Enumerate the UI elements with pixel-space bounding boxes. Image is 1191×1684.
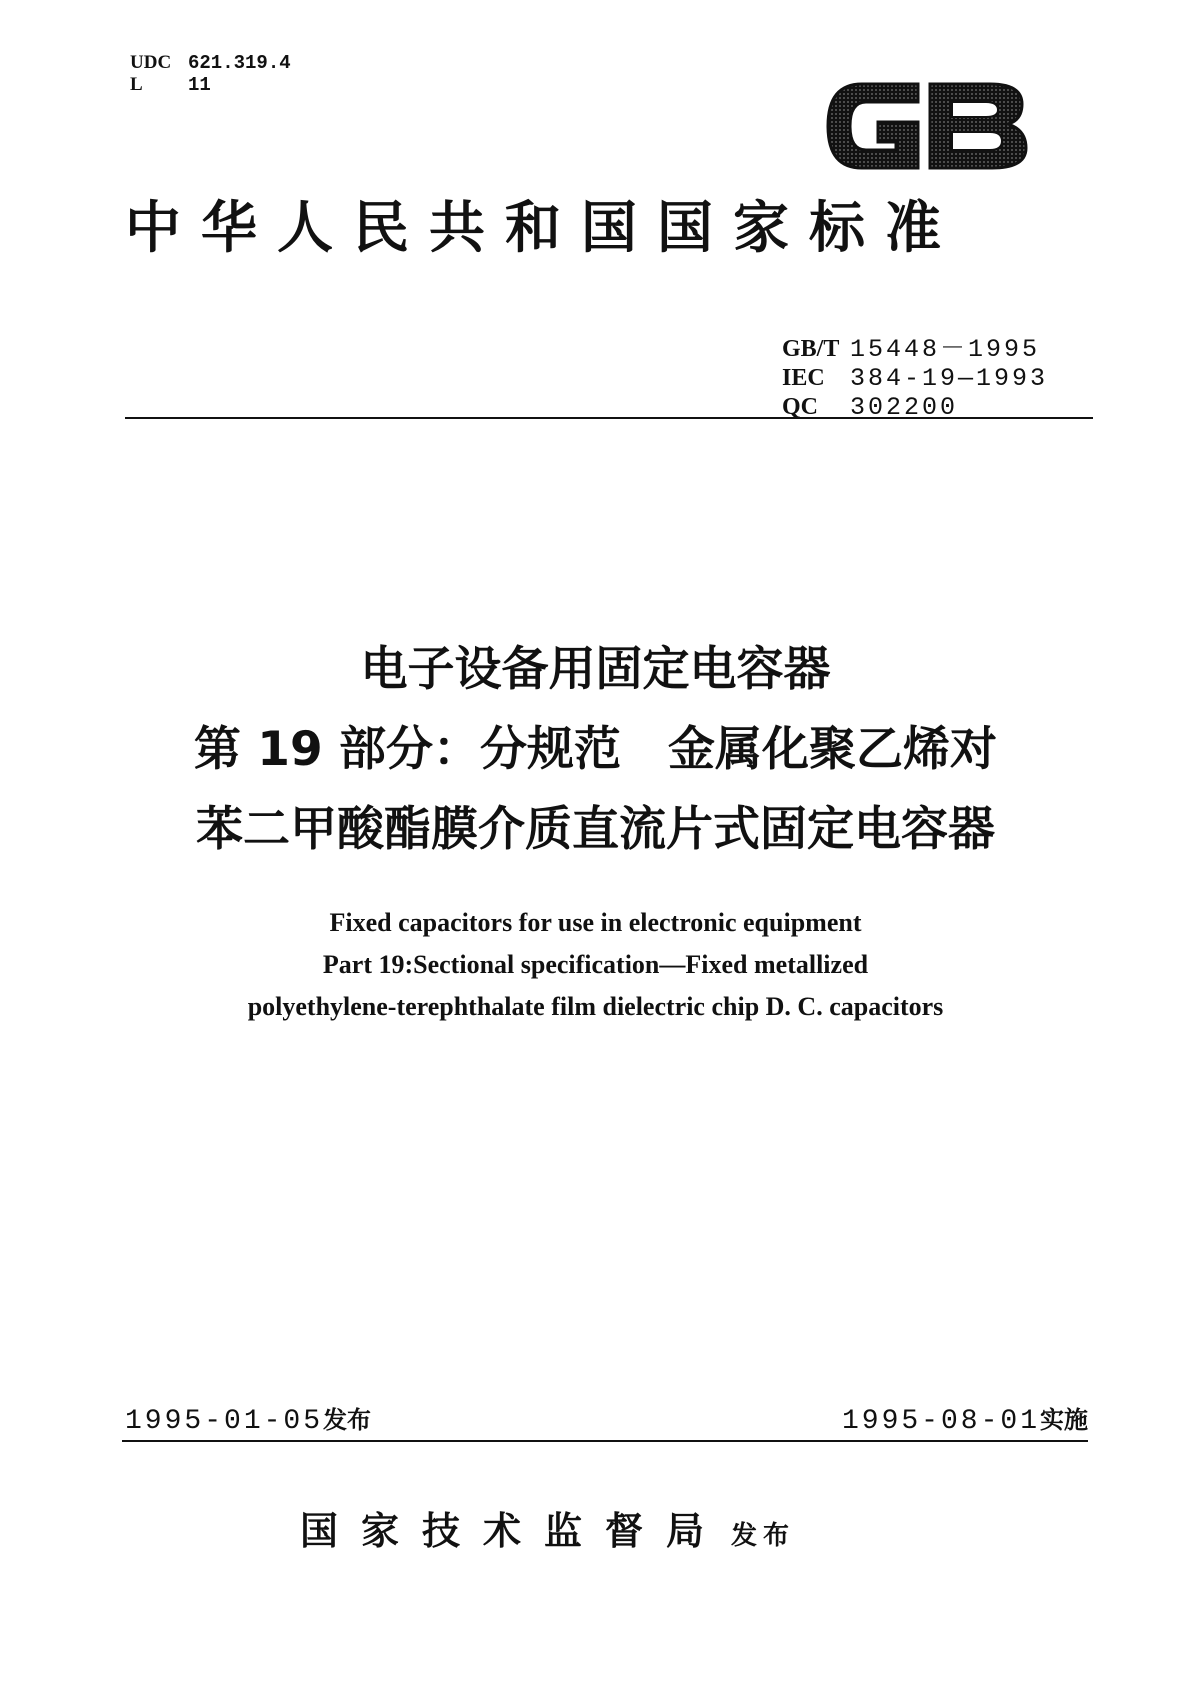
issuer-line: [300, 1500, 795, 1555]
code-number: 15448－1995: [850, 335, 1041, 364]
english-title-line-1: Fixed capacitors for use in electronic equipment: [329, 908, 862, 937]
footer-divider: [122, 1440, 1088, 1442]
l-value: 11: [188, 74, 211, 96]
udc-row: [130, 52, 291, 74]
national-standard-heading: 中华人民共和国国家标准: [125, 195, 961, 261]
code-number: 384-19—1993: [850, 364, 1049, 393]
english-title: [0, 902, 1191, 1028]
standard-codes: [782, 334, 1048, 421]
english-title-line-2: Part 19:Sectional specification—Fixed metallized: [322, 950, 869, 979]
english-title-line-3: polyethylene-terephthalate film dielectric chip D. C. capacitors: [247, 992, 944, 1021]
chinese-title-line-3: 苯二甲酸酯膜介质直流片式固定电容器: [196, 802, 995, 857]
l-label: L: [130, 74, 143, 95]
chinese-title: [0, 630, 1191, 870]
header-divider: [125, 417, 1093, 419]
code-prefix: QC: [782, 394, 818, 420]
implementation-date-value: 1995-08-01: [841, 1406, 1040, 1437]
code-row: [782, 334, 1048, 363]
gb-logo: [822, 72, 1032, 180]
chinese-title-line-1: 电子设备用固定电容器: [360, 642, 831, 697]
code-number: 302200: [850, 393, 959, 422]
udc-label: UDC: [130, 52, 172, 73]
issue-date-value: 1995-01-05: [125, 1406, 324, 1437]
code-prefix: IEC: [782, 365, 825, 391]
chinese-title-line-2: 第 19 部分：分规范 金属化聚乙烯对: [193, 722, 998, 777]
udc-value: 621.319.4: [188, 52, 291, 74]
issue-date: [125, 1400, 371, 1437]
issuer-organization: 国家技术监督局: [300, 1508, 728, 1553]
issuer-action: 发布: [731, 1521, 796, 1551]
implementation-date: [842, 1400, 1088, 1437]
code-prefix: GB/T: [782, 336, 840, 362]
code-row: [782, 363, 1048, 392]
l-row: [130, 74, 291, 96]
issue-date-suffix: 发布: [323, 1406, 372, 1434]
implementation-date-suffix: 实施: [1040, 1406, 1088, 1434]
classification-block: [130, 52, 291, 96]
